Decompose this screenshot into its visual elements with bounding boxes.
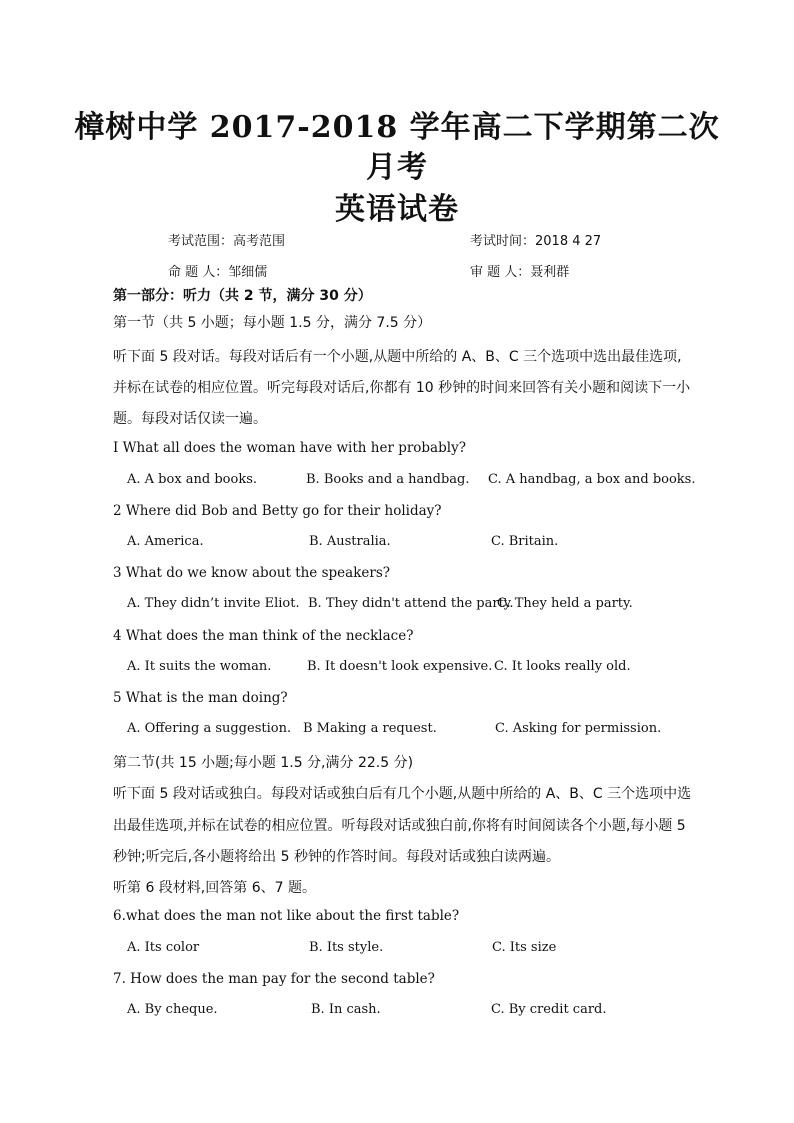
- q6-option-a: A. Its color: [127, 940, 200, 955]
- q1-option-a: A. A box and books.: [127, 472, 258, 487]
- question-3: 3 What do we know about the speakers?: [113, 565, 390, 581]
- exam-title-line1: 樟树中学 2017-2018 学年高二下学期第二次: [74, 110, 720, 145]
- q4-option-b: B. It doesn't look expensive.: [307, 659, 493, 674]
- exam-scope: 考试范围：高考范围: [168, 234, 286, 249]
- section2-heading: 第二节(共 15 小题;每小题 1.5 分,满分 22.5 分): [113, 755, 414, 771]
- q3-option-c: C. They held a party.: [497, 596, 633, 611]
- q5-option-c: C. Asking for permission.: [495, 721, 662, 736]
- exam-reviewer: 审 题 人：聂利群: [470, 265, 570, 280]
- q7-option-a: A. By cheque.: [127, 1002, 218, 1017]
- exam-title-line2: 月考: [366, 150, 428, 185]
- section1-instruction-line: 题。每段对话仅读一遍。: [113, 411, 267, 427]
- question-1: I What all does the woman have with her probably?: [113, 440, 466, 456]
- q3-option-a: A. They didn’t invite Eliot.: [127, 596, 300, 611]
- section1-instruction-line: 听下面 5 段对话。每段对话后有一个小题,从题中所给的 A、B、C 三个选项中选出最佳选项,: [113, 349, 682, 365]
- q3-option-b: B. They didn't attend the party.: [308, 596, 514, 611]
- question-5: 5 What is the man doing?: [113, 690, 288, 706]
- section1-instruction-line: 并标在试卷的相应位置。听完每段对话后,你都有 10 秒钟的时间来回答有关小题和阅读下一小: [113, 380, 691, 396]
- exam-subject-title: 英语试卷: [335, 192, 459, 227]
- exam-author: 命 题 人：邹细儒: [168, 265, 268, 280]
- question-7: 7. How does the man pay for the second table?: [113, 971, 435, 987]
- section2-instruction-line: 秒钟;听完后,各小题将给出 5 秒钟的作答时间。每段对话或独白读两遍。: [113, 849, 560, 865]
- section1-heading: 第一节（共 5 小题；每小题 1.5 分，满分 7.5 分）: [113, 315, 432, 331]
- part1-heading: 第一部分：听力（共 2 节，满分 30 分）: [113, 288, 372, 304]
- q5-option-b: B Making a request.: [303, 721, 437, 736]
- q4-option-c: C. It looks really old.: [494, 659, 631, 674]
- q1-option-c: C. A handbag, a box and books.: [488, 472, 696, 487]
- q7-option-b: B. In cash.: [311, 1002, 381, 1017]
- material-note: 听第 6 段材料,回答第 6、7 题。: [113, 880, 316, 896]
- question-6: 6.what does the man not like about the first table?: [113, 908, 460, 924]
- question-4: 4 What does the man think of the necklace?: [113, 628, 414, 644]
- section2-instruction-line: 听下面 5 段对话或独白。每段对话或独白后有几个小题,从题中所给的 A、B、C 三个选项中选: [113, 786, 692, 802]
- q4-option-a: A. It suits the woman.: [127, 659, 272, 674]
- q1-option-b: B. Books and a handbag.: [306, 472, 470, 487]
- q2-option-c: C. Britain.: [491, 534, 559, 549]
- q2-option-b: B. Australia.: [309, 534, 391, 549]
- q6-option-b: B. Its style.: [309, 940, 384, 955]
- q2-option-a: A. America.: [127, 534, 204, 549]
- exam-time: 考试时间：2018 4 27: [470, 234, 602, 249]
- q6-option-c: C. Its size: [492, 940, 557, 955]
- q7-option-c: C. By credit card.: [491, 1002, 607, 1017]
- q5-option-a: A. Offering a suggestion.: [127, 721, 292, 736]
- question-2: 2 Where did Bob and Betty go for their holiday?: [113, 503, 442, 519]
- section2-instruction-line: 出最佳选项,并标在试卷的相应位置。听每段对话或独白前,你将有时间阅读各个小题,每小题 5: [113, 818, 686, 834]
